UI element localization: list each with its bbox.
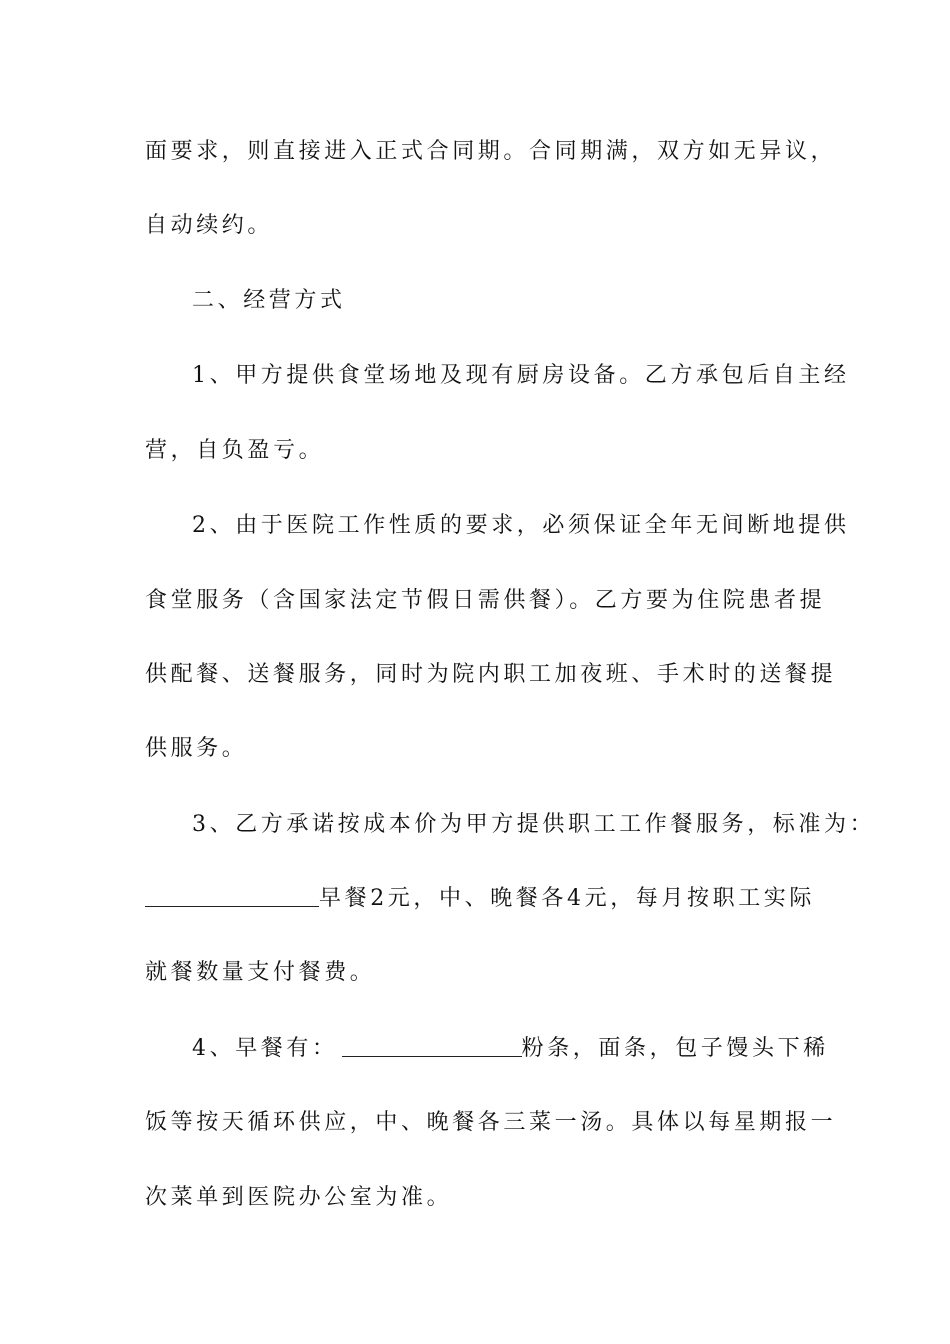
paragraph-line: 自动续约。 — [145, 213, 274, 238]
paragraph-line: 2、由于医院工作性质的要求，必须保证全年无间断地提供 — [192, 513, 850, 538]
paragraph-line-with-blank — [145, 884, 825, 914]
paragraph-line: 次菜单到医院办公室为准。 — [145, 1185, 453, 1210]
paragraph-text: 4、早餐有： — [192, 1036, 338, 1061]
paragraph-line: 饭等按天循环供应，中、晚餐各三菜一汤。具体以每星期报一 — [145, 1110, 837, 1135]
paragraph-text: 粉条，面条，包子馒头下稀 — [521, 1036, 829, 1061]
paragraph-line: 供服务。 — [145, 736, 248, 761]
paragraph-line-with-blank — [192, 1034, 872, 1064]
paragraph-text: 早餐2元，中、晚餐各4元，每月按职工实际 — [319, 886, 815, 911]
paragraph-line: 营，自负盈亏。 — [145, 438, 325, 463]
paragraph-line: 1、甲方提供食堂场地及现有厨房设备。乙方承包后自主经 — [192, 363, 850, 388]
fill-in-blank[interactable] — [342, 1036, 522, 1057]
paragraph-line: 面要求，则直接进入正式合同期。合同期满，双方如无异议， — [145, 139, 837, 164]
paragraph-line: 供配餐、送餐服务，同时为院内职工加夜班、手术时的送餐提 — [145, 662, 837, 687]
fill-in-blank[interactable] — [145, 886, 319, 907]
paragraph-line: 食堂服务（含国家法定节假日需供餐）。乙方要为住院患者提 — [145, 588, 826, 613]
section-heading: 二、经营方式 — [192, 288, 346, 313]
paragraph-line: 就餐数量支付餐费。 — [145, 960, 376, 985]
paragraph-line: 3、乙方承诺按成本价为甲方提供职工工作餐服务，标准为： — [192, 812, 876, 837]
